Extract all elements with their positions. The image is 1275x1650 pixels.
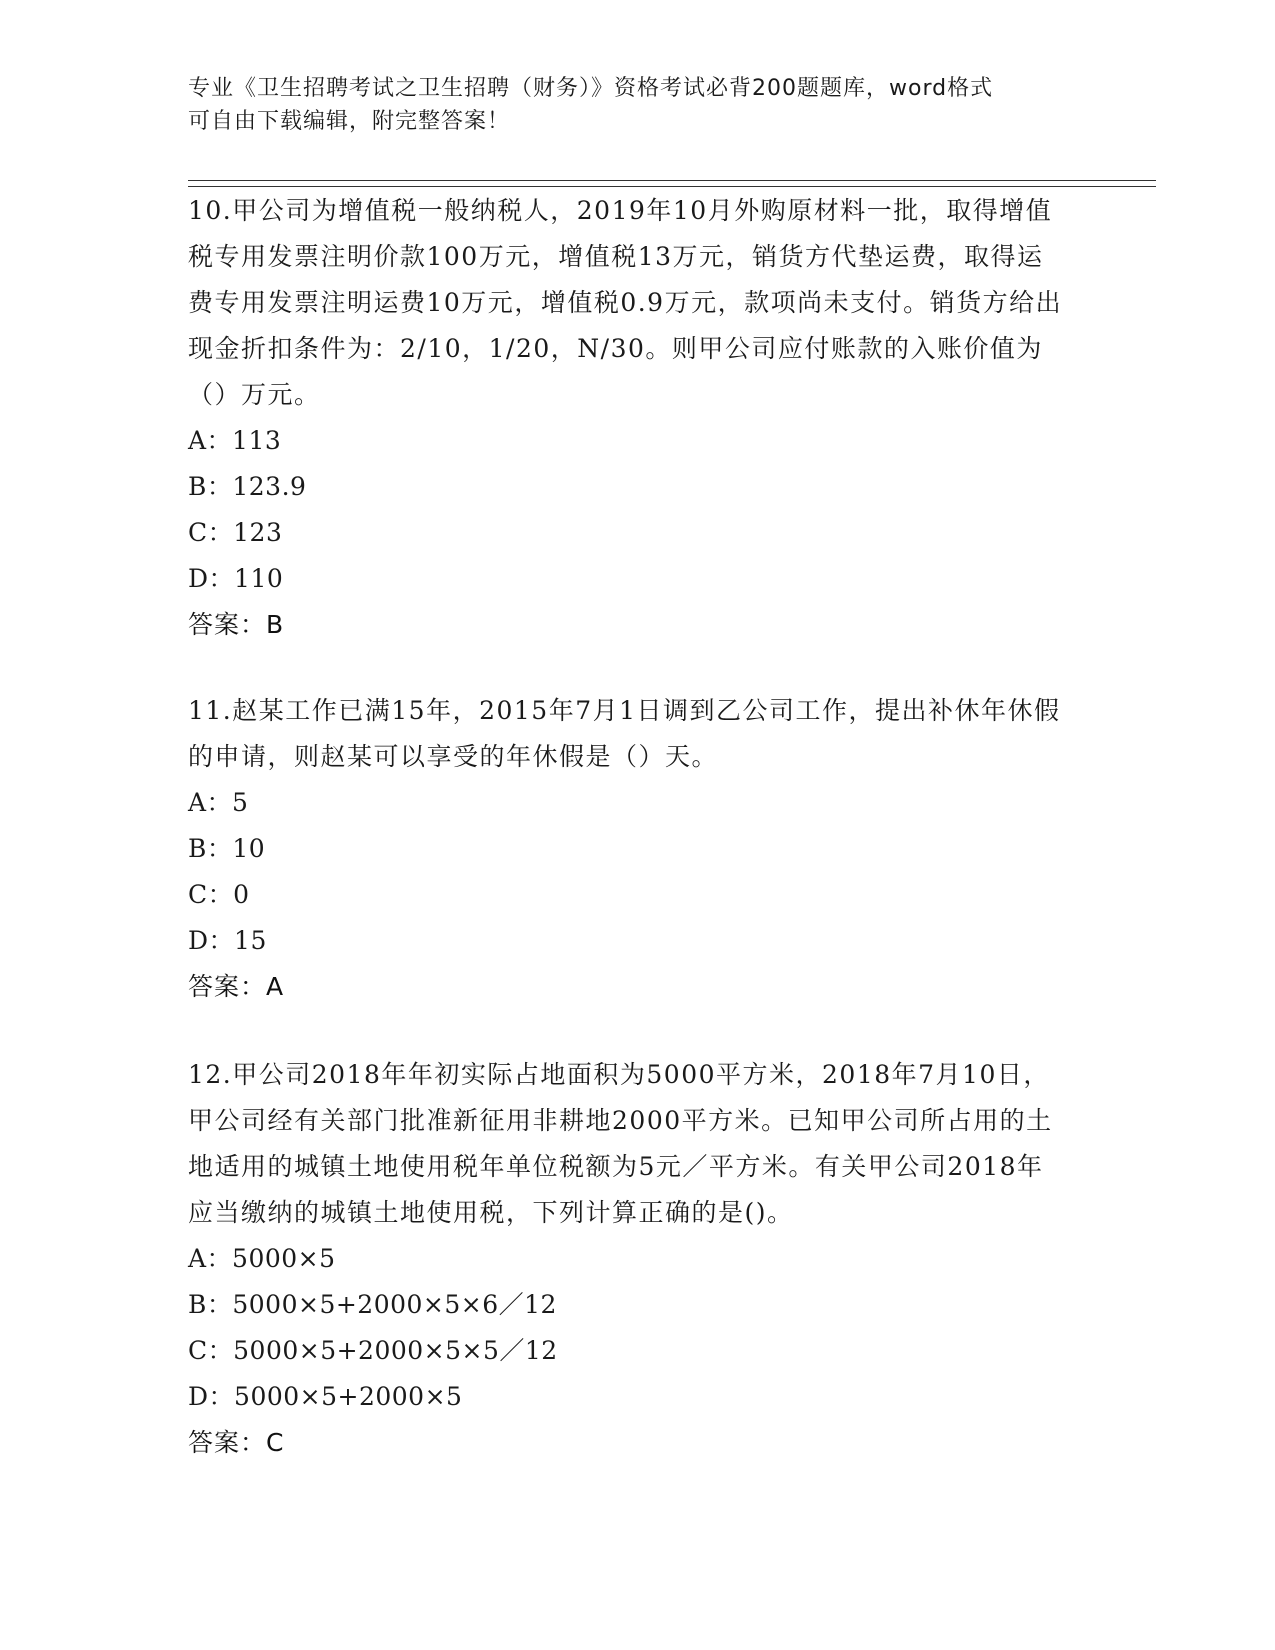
option-b: B：123.9 — [188, 472, 307, 501]
option-c: C：0 — [188, 880, 250, 909]
header-title-line-1: 专业《卫生招聘考试之卫生招聘（财务）》资格考试必背200题题库，word格式 — [188, 76, 994, 101]
document-header — [188, 72, 1088, 138]
option-a: A：5 — [188, 788, 249, 817]
question-stem: 10.甲公司为增值税一般纳税人，2019年10月外购原材料一批，取得增值税专用发票注明价款100万元，增值税13万元，销货方代垫运费，取得运费专用发票注明运费10万元，增值税0.9万元，款项尚未支付。销货方给出现金折扣条件为：2/10，1/20，N/30。则甲公司应付账款的入账价值为（）万元。 — [188, 196, 1063, 409]
option-c: C：5000×5+2000×5×5／12 — [188, 1336, 558, 1365]
question-11 — [188, 688, 1068, 1010]
option-b: B：10 — [188, 834, 266, 863]
header-title-line-2: 可自由下载编辑，附完整答案！ — [188, 109, 511, 134]
option-d: D：110 — [188, 564, 284, 593]
option-d: D：5000×5+2000×5 — [188, 1382, 463, 1411]
question-12 — [188, 1052, 1068, 1466]
answer-line: 答案：A — [188, 972, 285, 1001]
question-10 — [188, 188, 1068, 648]
answer-line: 答案：C — [188, 1428, 285, 1457]
option-a: A：113 — [188, 426, 282, 455]
question-stem: 12.甲公司2018年年初实际占地面积为5000平方米，2018年7月10日，甲公司经有关部门批准新征用非耕地2000平方米。已知甲公司所占用的土地适用的城镇土地使用税年单位税额为5元／平方米。有关甲公司2018年应当缴纳的城镇土地使用税，下列计算正确的是()。 — [188, 1060, 1053, 1227]
question-stem: 11.赵某工作已满15年，2015年7月1日调到乙公司工作，提出补休年休假的申请，则赵某可以享受的年休假是（）天。 — [188, 696, 1061, 771]
option-c: C：123 — [188, 518, 283, 547]
option-a: A：5000×5 — [188, 1244, 336, 1273]
header-divider-top — [188, 180, 1156, 181]
answer-line: 答案：B — [188, 610, 285, 639]
header-divider-bottom — [188, 186, 1156, 187]
option-d: D：15 — [188, 926, 267, 955]
option-b: B：5000×5+2000×5×6／12 — [188, 1290, 557, 1319]
